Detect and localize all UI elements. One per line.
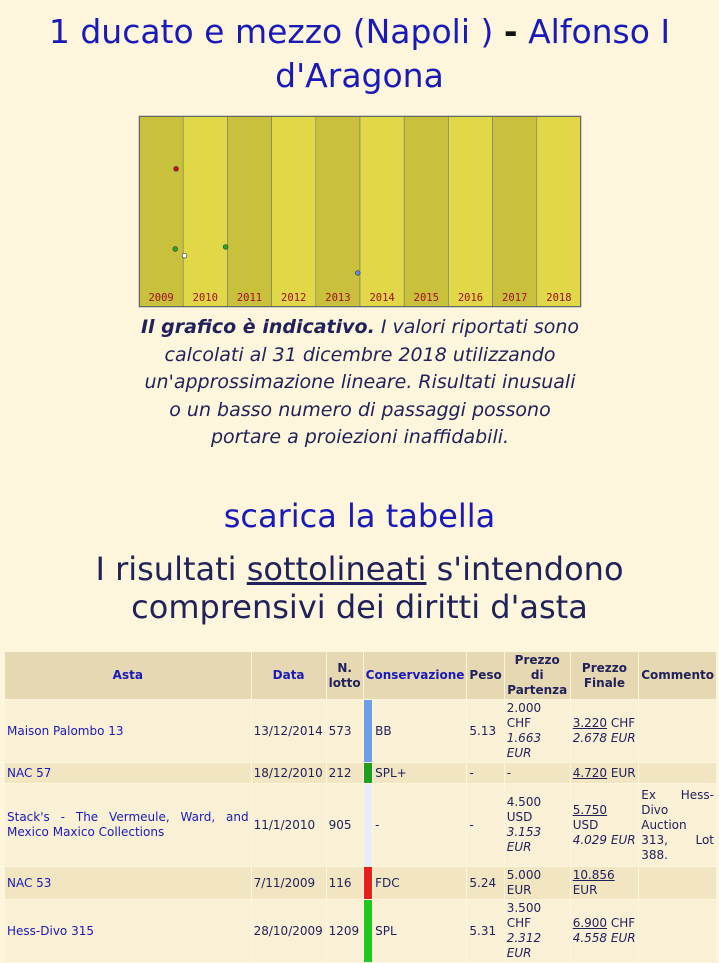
- header-commento: Commento: [639, 652, 716, 699]
- underline-explanation-post: s'intendono comprensivi dei diritti d'asta: [131, 550, 624, 626]
- underline-explanation-keyword: sottolineati: [246, 550, 427, 588]
- start-price-eur: 3.153 EUR: [506, 825, 542, 854]
- cell-peso: -: [467, 784, 503, 866]
- underline-explanation-pre: I risultati: [95, 550, 247, 588]
- auction-link[interactable]: NAC 57: [7, 765, 52, 780]
- final-price-eur: 4.029 EUR: [572, 832, 636, 847]
- cell-partenza: [505, 900, 570, 962]
- page-title: [0, 10, 719, 98]
- condition-color-marker: [364, 763, 372, 783]
- chart-bands: [139, 116, 581, 307]
- auction-link[interactable]: Stack's - The Vermeule, Ward, and Mexico Maxico Collections: [7, 810, 249, 839]
- chart-band-2009: [139, 116, 183, 307]
- header-lotto: N. lotto: [327, 652, 363, 699]
- cell-finale: [571, 900, 639, 962]
- chart-disclaimer-text: I valori riportati sono calcolati al 31 dicembre 2018 utilizzando un'approssimazione lineare. Risultati inusuali o un basso numero di passaggi possono portare a proiezioni inaffidabili.: [144, 316, 580, 448]
- chart-tick-label: 2013: [325, 292, 351, 304]
- cell-peso: 5.31: [467, 900, 503, 962]
- start-price-eur: 1.663 EUR: [506, 731, 542, 760]
- chart-band-2013: [316, 116, 360, 307]
- chart-tick-label: 2016: [457, 292, 484, 304]
- auction-link[interactable]: Hess-Divo 315: [7, 923, 94, 938]
- chart-band-2014: [360, 116, 404, 307]
- header-conservazione[interactable]: Conservazione: [364, 652, 467, 699]
- condition-color-marker: [364, 867, 372, 899]
- cell-lotto: 573: [327, 700, 363, 762]
- cell-data: 18/12/2010: [252, 763, 326, 783]
- cell-lotto: 212: [327, 763, 363, 783]
- condition-color-marker: [364, 900, 372, 962]
- chart-band-2017: [493, 116, 537, 307]
- cell-commento: [639, 763, 716, 783]
- final-price-currency: EUR: [572, 883, 598, 897]
- table-header-row: [5, 652, 716, 699]
- cell-finale: [571, 784, 639, 866]
- final-price: 5.750: [572, 802, 608, 817]
- cell-conservazione: SPL+: [373, 763, 466, 783]
- cell-commento: [639, 700, 716, 762]
- cell-commento: Ex Hess-Divo Auction 313, Lot 388.: [639, 784, 716, 866]
- cell-peso: -: [467, 763, 503, 783]
- cell-data: 7/11/2009: [252, 867, 326, 899]
- cell-conservazione: FDC: [373, 867, 466, 899]
- chart-tick-label: 2015: [413, 292, 439, 304]
- cell-asta[interactable]: [5, 763, 251, 783]
- underline-explanation: [0, 550, 719, 626]
- final-price-currency: EUR: [607, 765, 636, 780]
- chart-disclaimer-bold: Il grafico è indicativo.: [140, 316, 375, 338]
- chart-tick-label: 2012: [281, 292, 307, 304]
- cell-partenza: [505, 700, 570, 762]
- header-asta[interactable]: Asta: [5, 652, 251, 699]
- cell-asta[interactable]: [5, 784, 251, 866]
- auction-link[interactable]: NAC 53: [7, 875, 52, 890]
- price-chart: [139, 116, 581, 307]
- header-peso: Peso: [467, 652, 503, 699]
- cell-asta[interactable]: [5, 700, 251, 762]
- chart-tick-label: 2014: [369, 292, 395, 304]
- final-price: 4.720: [572, 765, 608, 780]
- final-price-currency: USD: [572, 817, 599, 832]
- final-price-eur: 4.558 EUR: [572, 931, 636, 945]
- table-row: [5, 763, 716, 783]
- condition-color-marker: [364, 700, 372, 762]
- table-row: [5, 700, 716, 762]
- cell-conservazione: SPL: [373, 900, 466, 962]
- cell-commento: [639, 867, 716, 899]
- chart-band-2011: [227, 116, 271, 307]
- chart-band-2012: [272, 116, 316, 307]
- final-price: 6.900: [572, 916, 608, 930]
- cell-peso: 5.13: [467, 700, 503, 762]
- start-price-eur: 2.312 EUR: [506, 931, 542, 960]
- cell-partenza: [505, 763, 570, 783]
- cell-conservazione: BB: [373, 700, 466, 762]
- auction-results-table: [4, 651, 717, 963]
- cell-peso: 5.24: [467, 867, 503, 899]
- start-price: 5.000 EUR: [506, 868, 542, 897]
- condition-color-marker: [364, 784, 372, 866]
- cell-conservazione: -: [373, 784, 466, 866]
- cell-commento: [639, 900, 716, 962]
- chart-tick-label: 2018: [546, 292, 572, 304]
- start-price: 2.000 CHF: [506, 701, 542, 730]
- header-finale: Prezzo Finale: [571, 652, 639, 699]
- chart-band-2018: [537, 116, 581, 307]
- chart-point: [223, 245, 228, 250]
- table-row: [5, 900, 716, 962]
- chart-tick-label: 2010: [192, 292, 218, 304]
- cell-finale: [571, 867, 639, 899]
- final-price: 3.220: [572, 716, 608, 730]
- start-price: -: [506, 765, 512, 780]
- cell-partenza: [505, 867, 570, 899]
- cell-data: 13/12/2014: [252, 700, 326, 762]
- auction-link[interactable]: Maison Palombo 13: [7, 723, 124, 738]
- final-price-currency: CHF: [607, 716, 636, 730]
- cell-asta[interactable]: [5, 900, 251, 962]
- cell-lotto: 1209: [327, 900, 363, 962]
- final-price: 10.856: [572, 868, 615, 882]
- table-row: [5, 784, 716, 866]
- start-price: 3.500 CHF: [506, 901, 542, 930]
- cell-lotto: 116: [327, 867, 363, 899]
- final-price-currency: CHF: [607, 916, 636, 930]
- title-separator: -: [503, 12, 518, 51]
- header-partenza: Prezzo di Partenza: [505, 652, 570, 699]
- cell-data: 28/10/2009: [252, 900, 326, 962]
- chart-band-2015: [404, 116, 448, 307]
- cell-finale: [571, 763, 639, 783]
- cell-partenza: [505, 784, 570, 866]
- chart-tick-label: 2011: [236, 292, 263, 304]
- chart-tick-label: 2009: [148, 292, 174, 304]
- table-row: [5, 867, 716, 899]
- chart-disclaimer: [140, 314, 580, 452]
- start-price: 4.500 USD: [506, 795, 542, 824]
- chart-tick-label: 2017: [502, 292, 528, 304]
- header-data[interactable]: Data: [252, 652, 326, 699]
- cell-lotto: 905: [327, 784, 363, 866]
- ruler-link[interactable]: Alfonso I d'Aragona: [275, 12, 671, 95]
- chart-band-2010: [183, 116, 227, 307]
- chart-point: [355, 271, 360, 276]
- chart-band-2016: [448, 116, 492, 307]
- cell-finale: [571, 700, 639, 762]
- chart-point: [173, 247, 178, 252]
- download-table-link[interactable]: scarica la tabella: [223, 497, 496, 535]
- chart-point: [174, 166, 179, 171]
- coin-name: 1 ducato e mezzo (Napoli ): [48, 12, 494, 51]
- cell-asta[interactable]: [5, 867, 251, 899]
- chart-point: [182, 253, 187, 258]
- cell-data: 11/1/2010: [252, 784, 326, 866]
- final-price-eur: 2.678 EUR: [572, 731, 636, 745]
